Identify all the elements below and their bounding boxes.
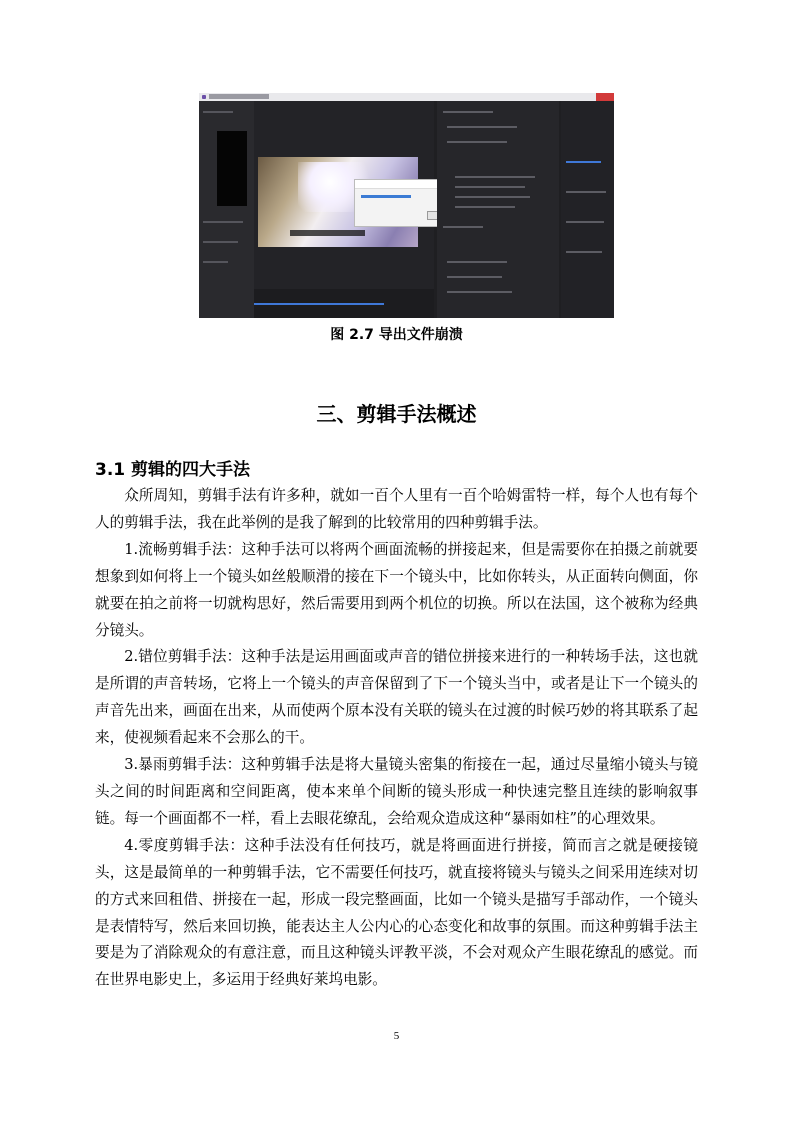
- paragraph: 1.流畅剪辑手法：这种手法可以将两个画面流畅的拼接起来，但是需要你在拍摄之前就要想象到如何将上一个镜头如丝般顺滑的接在下一个镜头中，比如你转头，从正面转向侧面，你就要在拍之前将一切就构思好，然后需要用到两个机位的切换。所以在法国，这个被称为经典分镜头。: [95, 540, 698, 639]
- export-crash-screenshot: [199, 93, 614, 318]
- figure-caption: 图 2.7 导出文件崩溃: [330, 327, 463, 343]
- project-panel: [199, 101, 254, 318]
- app-title-bar: [199, 93, 614, 101]
- paragraph: 众所周知，剪辑手法有许多种，就如一百个人里有一百个哈姆雷特一样，每个人也有每个人的剪辑手法，我在此举例的是我了解到的比较常用的四种剪辑手法。: [95, 487, 698, 531]
- subsection-title: 3.1 剪辑的四大手法: [95, 460, 251, 480]
- window-close-icon: [596, 93, 614, 101]
- paragraph: 3.暴雨剪辑手法：这种剪辑手法是将大量镜头密集的衔接在一起，通过尽量缩小镜头与镜头之间的时间距离和空间距离，使本来单个间断的镜头形成一种快速完整且连续的影响叙事链。每一个画面都不一样，看上去眼花缭乱，会给观众造成这种“暴雨如柱”的心理效果。: [95, 756, 698, 827]
- section-title: 三、剪辑手法概述: [316, 402, 477, 426]
- paragraph: 2.错位剪辑手法：这种手法是运用画面或声音的错位拼接来进行的一种转场手法，这也就是所谓的声音转场，它将上一个镜头的声音保留到了下一个镜头当中，或者是让下一个镜头的声音先出来，画面在出来，从而使两个原本没有关联的镜头在过渡的时候巧妙的将其联系了起来，使视频看起来不会那么的干。: [95, 648, 698, 747]
- timeline: [254, 289, 434, 318]
- page-number: 5: [393, 1030, 400, 1042]
- export-settings-panel: [437, 101, 559, 318]
- paragraph: 4.零度剪辑手法：这种手法没有任何技巧，就是将画面进行拼接，简而言之就是硬接镜头，这是最简单的一种剪辑手法，它不需要任何技巧，就直接将镜头与镜头之间采用连续对切的方式来回租借、拼接在一起，形成一段完整画面，比如一个镜头是描写手部动作，一个镜头是表情特写，然后来回切换，能表达主人公内心的心态变化和故事的氛围。而这种剪辑手法主要是为了消除观众的有意注意，而且这种镜头评教平淡，不会对观众产生眼花缭乱的感觉。而在世界电影史上，多运用于经典好莱坞电影。: [95, 836, 698, 989]
- body-text: [95, 483, 698, 994]
- side-panel: [561, 101, 614, 318]
